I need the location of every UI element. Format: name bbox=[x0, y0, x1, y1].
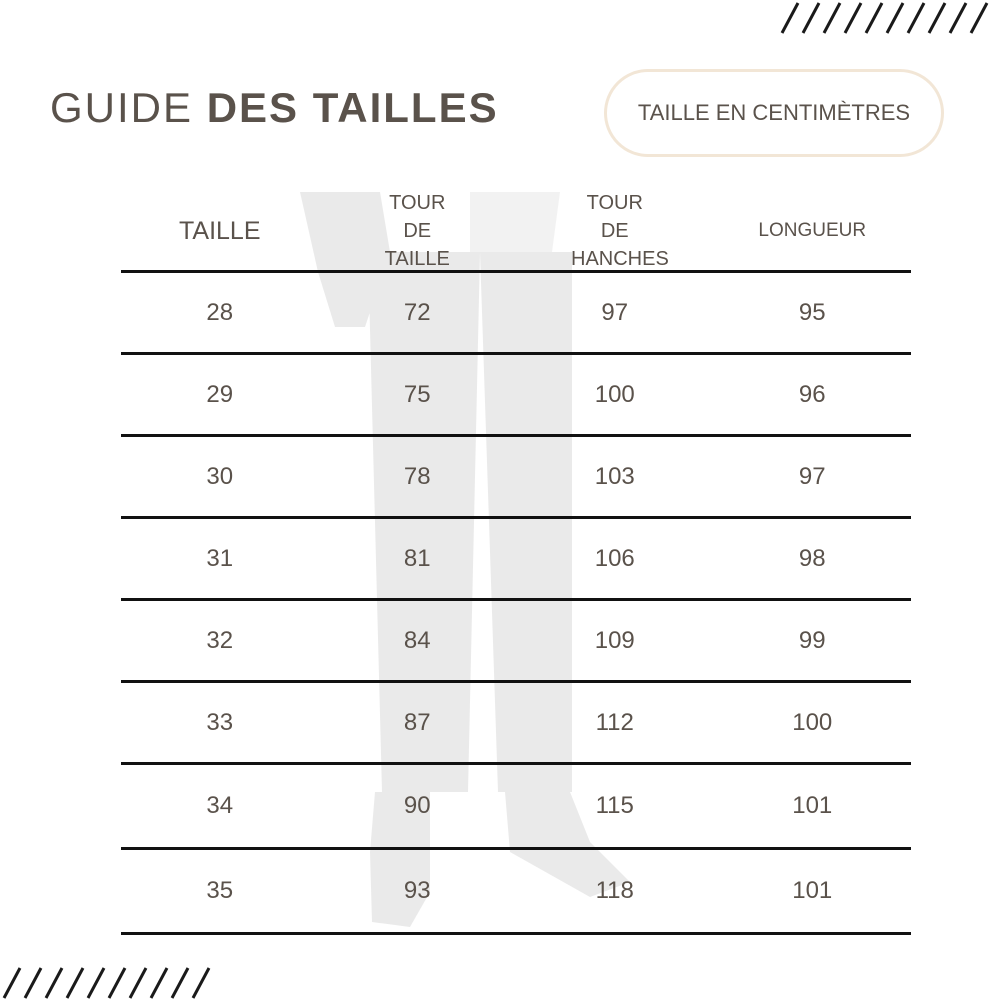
cell-tour-de-taille: 90 bbox=[403, 792, 431, 819]
cell-tour-de-hanches: 118 bbox=[595, 877, 634, 904]
page-title bbox=[50, 84, 499, 132]
unit-badge: TAILLE EN CENTIMÈTRES bbox=[604, 69, 944, 157]
diagonal-stripes-icon bbox=[0, 966, 222, 1000]
table-row bbox=[121, 765, 911, 850]
cell-longueur: 99 bbox=[798, 626, 826, 654]
title-bold: DES TAILLES bbox=[206, 84, 499, 131]
table-row bbox=[121, 273, 911, 355]
title-light: GUIDE bbox=[50, 84, 194, 131]
cell-tour-de-taille: 84 bbox=[403, 626, 431, 654]
cell-tour-de-taille: 81 bbox=[403, 544, 431, 572]
table-row bbox=[121, 601, 911, 683]
cell-tour-de-hanches: 100 bbox=[594, 380, 635, 408]
cell-taille: 28 bbox=[206, 298, 234, 326]
table-header bbox=[121, 192, 911, 273]
cell-taille: 31 bbox=[206, 544, 234, 572]
cell-tour-de-hanches: 112 bbox=[595, 708, 634, 736]
cell-taille: 30 bbox=[206, 462, 234, 490]
cell-longueur: 95 bbox=[798, 298, 826, 326]
cell-tour-de-hanches: 115 bbox=[595, 792, 634, 819]
table-row bbox=[121, 683, 911, 765]
cell-tour-de-hanches: 103 bbox=[594, 462, 635, 490]
cell-taille: 33 bbox=[206, 708, 234, 736]
cell-tour-de-hanches: 97 bbox=[601, 298, 629, 326]
cell-tour-de-taille: 72 bbox=[403, 298, 431, 326]
cell-tour-de-taille: 87 bbox=[403, 708, 431, 736]
cell-taille: 35 bbox=[206, 877, 234, 904]
cell-longueur: 101 bbox=[792, 792, 833, 819]
table-row bbox=[121, 519, 911, 601]
cell-longueur: 100 bbox=[792, 708, 833, 736]
cell-longueur: 97 bbox=[798, 462, 826, 490]
table-row bbox=[121, 355, 911, 437]
header-longueur: LONGUEUR bbox=[758, 220, 867, 241]
cell-longueur: 101 bbox=[792, 877, 833, 904]
header-tour-de-taille: TOUR DE TAILLE bbox=[384, 192, 450, 270]
size-table bbox=[121, 192, 911, 935]
cell-tour-de-taille: 75 bbox=[403, 380, 431, 408]
diagonal-stripes-icon bbox=[778, 0, 1000, 36]
cell-tour-de-hanches: 109 bbox=[594, 626, 635, 654]
cell-tour-de-hanches: 106 bbox=[594, 544, 635, 572]
header-tour-de-hanches: TOUR DE HANCHES bbox=[571, 192, 669, 270]
table-row bbox=[121, 437, 911, 519]
cell-taille: 32 bbox=[206, 626, 234, 654]
table-row bbox=[121, 850, 911, 935]
header-taille: TAILLE bbox=[178, 217, 261, 245]
cell-taille: 34 bbox=[206, 792, 234, 819]
cell-tour-de-taille: 78 bbox=[403, 462, 431, 490]
cell-taille: 29 bbox=[206, 380, 234, 408]
cell-longueur: 98 bbox=[798, 544, 826, 572]
cell-longueur: 96 bbox=[798, 380, 826, 408]
cell-tour-de-taille: 93 bbox=[403, 877, 431, 904]
